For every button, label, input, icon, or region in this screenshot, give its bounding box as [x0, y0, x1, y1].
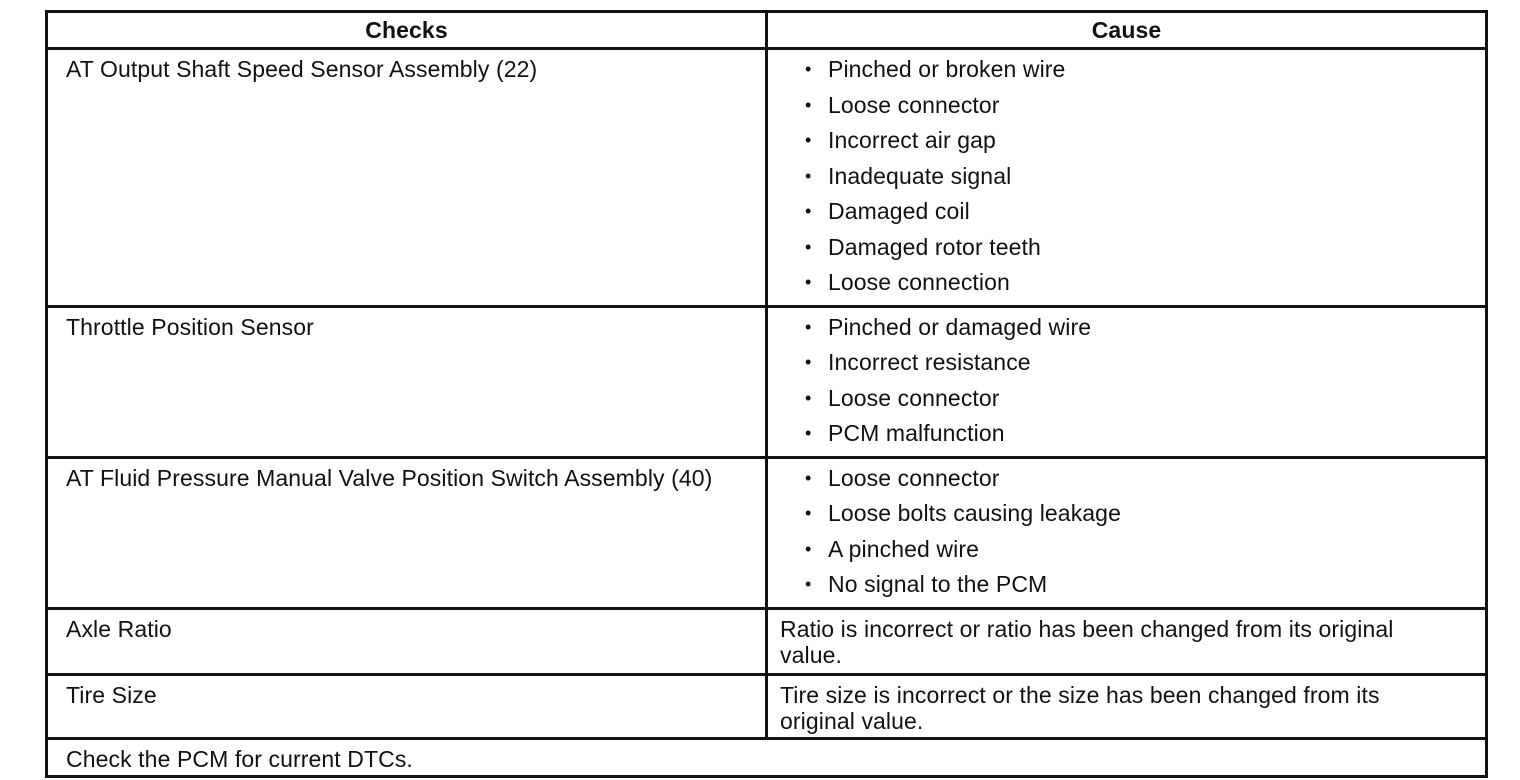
list-item	[802, 234, 1485, 270]
bullet-icon: •	[805, 130, 812, 150]
cause-cell	[767, 457, 1487, 608]
cause-list	[768, 50, 1485, 305]
cause-list	[768, 308, 1485, 456]
cause-cell: Ratio is incorrect or ratio has been changed from its original value.	[767, 608, 1487, 674]
bullet-icon: •	[805, 574, 812, 594]
bullet-icon: •	[805, 94, 812, 115]
bullet-icon: •	[805, 467, 812, 488]
bullet-icon: •	[805, 423, 812, 443]
bullet-icon: •	[805, 272, 812, 292]
check-cell: AT Output Shaft Speed Sensor Assembly (22)	[47, 49, 767, 307]
bullet-icon: •	[805, 236, 812, 257]
bullet-icon: •	[805, 201, 812, 221]
bullet-icon: •	[805, 387, 812, 408]
bullet-icon: •	[805, 316, 812, 337]
cause-text: Pinched or damaged wire	[828, 313, 1092, 340]
list-item	[802, 571, 1485, 607]
cause-text: Loose connector	[828, 91, 1000, 118]
bullet-icon: •	[805, 538, 812, 559]
list-item	[802, 420, 1485, 456]
table-row	[47, 457, 1487, 608]
list-item	[802, 465, 1485, 501]
cause-text: Loose connection	[828, 269, 1010, 295]
cause-text: Inadequate signal	[828, 162, 1012, 189]
table-row	[47, 674, 1487, 738]
cause-text: Pinched or broken wire	[828, 56, 1066, 82]
table-row	[47, 49, 1487, 307]
bullet-icon: •	[805, 503, 812, 523]
list-item	[802, 500, 1485, 536]
list-item	[802, 198, 1485, 234]
cause-text: Loose connector	[828, 384, 1000, 411]
cause-text: Loose connector	[828, 464, 1000, 491]
list-item	[802, 163, 1485, 199]
table-row	[47, 608, 1487, 674]
diagnostic-checks-table	[45, 10, 1488, 778]
check-cell: Axle Ratio	[47, 608, 767, 674]
list-item	[802, 314, 1485, 350]
bullet-icon: •	[805, 165, 812, 186]
cause-text: Damaged rotor teeth	[828, 233, 1041, 260]
cause-text: A pinched wire	[828, 535, 979, 562]
table-row	[47, 306, 1487, 457]
cause-text: Incorrect air gap	[828, 127, 996, 153]
bullet-icon: •	[805, 59, 812, 79]
list-item	[802, 127, 1485, 163]
table-footer-row	[47, 738, 1487, 776]
list-item	[802, 349, 1485, 385]
cause-text: Loose bolts causing leakage	[828, 500, 1121, 526]
check-cell: Tire Size	[47, 674, 767, 738]
cause-text: No signal to the PCM	[828, 571, 1048, 597]
list-item	[802, 56, 1485, 92]
list-item	[802, 269, 1485, 305]
bullet-icon: •	[805, 352, 812, 372]
cause-cell: Tire size is incorrect or the size has been changed from its original value.	[767, 674, 1487, 738]
cause-column-header: Cause	[767, 12, 1487, 49]
cause-cell	[767, 49, 1487, 307]
footer-note: Check the PCM for current DTCs.	[47, 738, 1487, 776]
list-item	[802, 536, 1485, 572]
table-header-row	[47, 12, 1487, 49]
cause-text: PCM malfunction	[828, 420, 1005, 446]
cause-text: Damaged coil	[828, 198, 970, 224]
check-cell: AT Fluid Pressure Manual Valve Position Switch Assembly (40)	[47, 457, 767, 608]
cause-text: Incorrect resistance	[828, 349, 1031, 375]
list-item	[802, 385, 1485, 421]
checks-column-header: Checks	[47, 12, 767, 49]
cause-list	[768, 459, 1485, 607]
check-cell: Throttle Position Sensor	[47, 306, 767, 457]
list-item	[802, 92, 1485, 128]
cause-cell	[767, 306, 1487, 457]
